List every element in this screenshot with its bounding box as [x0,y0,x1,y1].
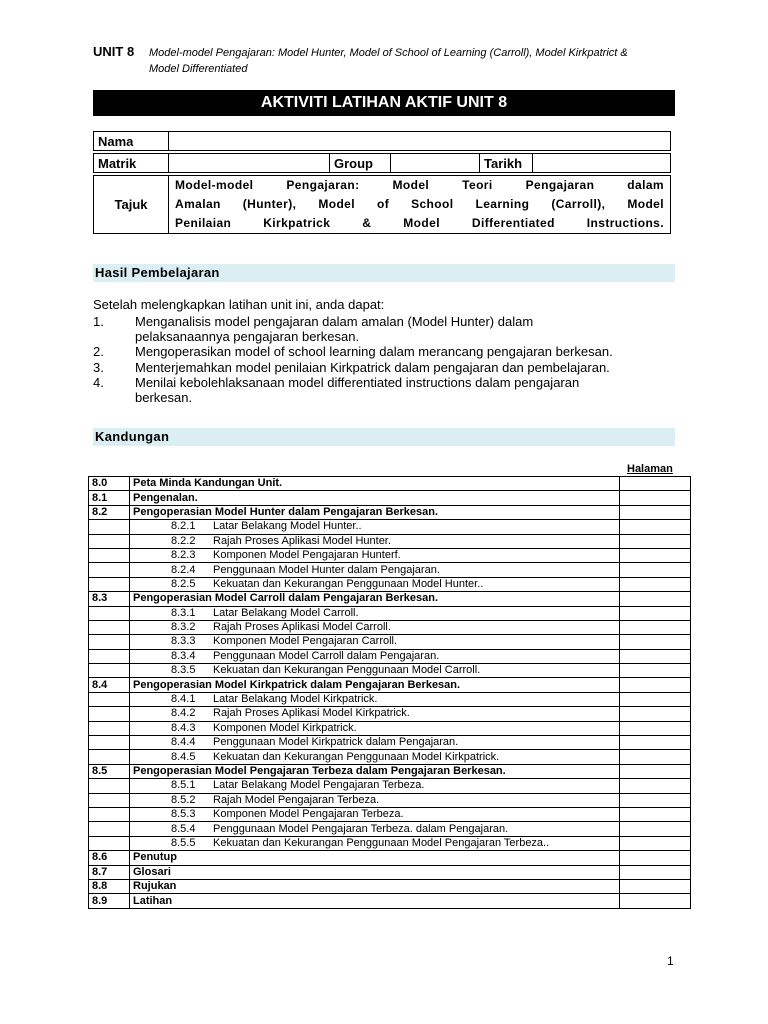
table-row [89,477,691,491]
subsection-number: 8.2.2 [171,534,196,547]
section-title [130,721,620,735]
section-title: Pengoperasian Model Carroll dalam Pengajaran Berkesan. [130,592,620,606]
section-number [89,779,130,793]
page-cell[interactable] [620,894,691,908]
table-row [89,520,691,534]
objective-line: Menilai kebolehlaksanaan model differentiated instructions dalam pengajaran [135,375,580,390]
group-label: Group [330,154,391,173]
unit-label: UNIT 8 [93,44,135,59]
section-title [130,520,620,534]
tajuk-line: Penilaian Kirkpatrick & Model Differentiated Instructions. [175,216,664,230]
section-number: 8.0 [89,477,130,491]
page-cell[interactable] [620,865,691,879]
subsection-title: Komponen Model Kirkpatrick. [213,721,357,734]
table-row [89,649,691,663]
unit-subtitle-line2: Model Differentiated [149,63,248,75]
section-title [130,606,620,620]
subsection-title: Kekuatan dan Kekurangan Penggunaan Model Hunter.. [213,577,484,590]
contents-table [88,476,691,909]
section-title [130,563,620,577]
section-title [130,635,620,649]
unit-subtitle [149,45,689,77]
subsection-number: 8.2.4 [171,563,196,576]
page-cell[interactable] [620,836,691,850]
page-cell[interactable] [620,851,691,865]
section-title [130,548,620,562]
section-number [89,836,130,850]
subsection-number: 8.5.3 [171,808,196,821]
subsection-number: 8.3.4 [171,649,196,662]
subsection-number: 8.4.1 [171,693,196,706]
subsection-number: 8.4.4 [171,736,196,749]
table-row [89,692,691,706]
table-row [89,851,691,865]
subsection-number: 8.2.1 [171,520,196,533]
section-number: 8.5 [89,764,130,778]
nama-label: Nama [94,132,169,151]
objective-line: Menterjemahkan model penilaian Kirkpatrick dalam pengajaran dan pembelajaran. [135,360,610,375]
subsection-title: Latar Belakang Model Kirkpatrick. [213,693,378,706]
subsection-number: 8.5.4 [171,822,196,835]
section-title [130,664,620,678]
tajuk-value [169,176,671,234]
section-number: 8.4 [89,678,130,692]
table-row [89,894,691,908]
page-cell[interactable] [620,548,691,562]
section-title [130,649,620,663]
nama-row [93,131,671,151]
objective-item [93,314,673,344]
page-cell[interactable] [620,606,691,620]
table-row [89,664,691,678]
table-row [89,822,691,836]
page-cell[interactable] [620,664,691,678]
table-row [89,592,691,606]
section-number [89,548,130,562]
subsection-title: Rajah Proses Aplikasi Model Carroll. [213,621,391,634]
page-cell[interactable] [620,736,691,750]
subsection-title: Rajah Proses Aplikasi Model Hunter. [213,534,391,547]
subsection-number: 8.2.3 [171,549,196,562]
section-number [89,721,130,735]
halaman-label: Halaman [627,463,673,475]
section-number [89,649,130,663]
tajuk-label: Tajuk [94,176,169,234]
page-cell[interactable] [620,620,691,634]
objective-number: 4. [93,375,104,390]
subsection-title: Latar Belakang Model Carroll. [213,606,359,619]
section-number [89,520,130,534]
section-title [130,692,620,706]
table-row [89,879,691,893]
table-row [89,707,691,721]
section-title [130,534,620,548]
section-number [89,750,130,764]
page-cell[interactable] [620,534,691,548]
page-cell[interactable] [620,764,691,778]
table-row [89,807,691,821]
table-row [89,764,691,778]
matrik-field[interactable] [169,154,330,173]
subsection-number: 8.3.5 [171,664,196,677]
subsection-title: Penggunaan Model Pengajaran Terbeza. dalam Pengajaran. [213,822,509,835]
subsection-title: Penggunaan Model Hunter dalam Pengajaran. [213,563,440,576]
section-title [130,779,620,793]
page-cell[interactable] [620,879,691,893]
subsection-title: Komponen Model Pengajaran Hunterf. [213,549,401,562]
page-cell[interactable] [620,692,691,706]
section-number [89,635,130,649]
section-title [130,707,620,721]
subsection-number: 8.5.2 [171,793,196,806]
page-cell[interactable] [620,649,691,663]
table-row [89,620,691,634]
nama-field[interactable] [169,132,671,151]
kandungan-heading: Kandungan [93,428,675,446]
section-title [130,577,620,591]
page-cell[interactable] [620,721,691,735]
objective-line: berkesan. [135,390,193,405]
table-row [89,491,691,505]
section-number [89,807,130,821]
table-row [89,635,691,649]
section-title [130,793,620,807]
section-number [89,577,130,591]
section-title [130,807,620,821]
table-row [89,678,691,692]
objective-item [93,360,673,375]
section-number [89,563,130,577]
table-row [89,793,691,807]
subsection-title: Latar Belakang Model Pengajaran Terbeza. [213,779,425,792]
table-row [89,865,691,879]
hasil-intro: Setelah melengkapkan latihan unit ini, anda dapat: [93,297,385,312]
section-number [89,692,130,706]
subsection-title: Kekuatan dan Kekurangan Penggunaan Model Pengajaran Terbeza.. [213,836,550,849]
section-title [130,836,620,850]
tajuk-line: Amalan (Hunter), Model of School Learning (Carroll), Model [175,197,664,211]
section-number: 8.2 [89,505,130,519]
matrik-label: Matrik [94,154,169,173]
objective-number: 2. [93,344,104,359]
subsection-title: Latar Belakang Model Hunter.. [213,520,362,533]
table-row [89,563,691,577]
section-number [89,664,130,678]
section-title: Pengoperasian Model Hunter dalam Pengajaran Berkesan. [130,505,620,519]
subsection-number: 8.4.3 [171,721,196,734]
page-cell[interactable] [620,793,691,807]
objective-line: pelaksanaannya pengajaran berkesan. [135,329,360,344]
page-cell[interactable] [620,822,691,836]
objective-item [93,375,673,405]
page-cell[interactable] [620,505,691,519]
section-number [89,793,130,807]
section-number: 8.3 [89,592,130,606]
objective-item [93,344,673,359]
subsection-number: 8.5.5 [171,836,196,849]
subsection-number: 8.3.2 [171,621,196,634]
tarikh-field[interactable] [533,154,671,173]
hasil-heading: Hasil Pembelajaran [93,264,675,282]
objective-line: Mengoperasikan model of school learning dalam merancang pengajaran berkesan. [135,344,613,359]
section-title: Pengenalan. [130,491,620,505]
tarikh-label: Tarikh [480,154,533,173]
table-row [89,606,691,620]
section-title: Pengoperasian Model Kirkpatrick dalam Pengajaran Berkesan. [130,678,620,692]
subsection-number: 8.2.5 [171,577,196,590]
page-cell[interactable] [620,707,691,721]
page-cell[interactable] [620,520,691,534]
page-cell[interactable] [620,577,691,591]
section-number: 8.7 [89,865,130,879]
page-cell[interactable] [620,477,691,491]
subsection-title: Penggunaan Model Carroll dalam Pengajaran. [213,649,440,662]
section-title: Pengoperasian Model Pengajaran Terbeza dalam Pengajaran Berkesan. [130,764,620,778]
section-number [89,620,130,634]
page-cell[interactable] [620,592,691,606]
subsection-title: Rajah Proses Aplikasi Model Kirkpatrick. [213,707,410,720]
table-row [89,721,691,735]
subsection-title: Komponen Model Pengajaran Terbeza. [213,808,404,821]
table-row [89,534,691,548]
subsection-number: 8.4.2 [171,707,196,720]
objective-line: Menganalisis model pengajaran dalam amalan (Model Hunter) dalam [135,314,534,329]
objective-number: 3. [93,360,104,375]
page-cell[interactable] [620,563,691,577]
tajuk-row [93,175,671,234]
section-number [89,707,130,721]
section-title [130,822,620,836]
objective-number: 1. [93,314,104,329]
section-title [130,620,620,634]
page-cell[interactable] [620,779,691,793]
section-number [89,736,130,750]
section-number [89,822,130,836]
subsection-title: Penggunaan Model Kirkpatrick dalam Pengajaran. [213,736,459,749]
subsection-title: Rajah Model Pengajaran Terbeza. [213,793,380,806]
section-title: Penutup [130,851,620,865]
subsection-number: 8.3.3 [171,635,196,648]
table-row [89,505,691,519]
page-title-banner: AKTIVITI LATIHAN AKTIF UNIT 8 [93,90,675,116]
subsection-number: 8.5.1 [171,779,196,792]
section-title [130,736,620,750]
section-number: 8.1 [89,491,130,505]
page-cell[interactable] [620,635,691,649]
table-row [89,577,691,591]
section-number [89,606,130,620]
section-title: Glosari [130,865,620,879]
page-cell[interactable] [620,678,691,692]
page-cell[interactable] [620,750,691,764]
subsection-title: Kekuatan dan Kekurangan Penggunaan Model Carroll. [213,664,481,677]
section-number: 8.9 [89,894,130,908]
section-number [89,534,130,548]
matrik-row [93,153,671,173]
table-row [89,750,691,764]
page-number: 1 [667,954,674,968]
table-row [89,836,691,850]
table-row [89,548,691,562]
section-title [130,750,620,764]
subsection-number: 8.3.1 [171,606,196,619]
section-number: 8.6 [89,851,130,865]
group-field[interactable] [391,154,480,173]
section-title: Rujukan [130,879,620,893]
subsection-title: Kekuatan dan Kekurangan Penggunaan Model Kirkpatrick. [213,750,500,763]
table-row [89,736,691,750]
subsection-title: Komponen Model Pengajaran Carroll. [213,635,398,648]
page-cell[interactable] [620,491,691,505]
table-row [89,779,691,793]
subsection-number: 8.4.5 [171,750,196,763]
page-cell[interactable] [620,807,691,821]
tajuk-line: Model-model Pengajaran: Model Teori Pengajaran dalam [175,178,664,192]
unit-subtitle-line1: Model-model Pengajaran: Model Hunter, Model of School of Learning (Carroll), Model Kirkpatrict & [149,47,628,59]
section-title: Latihan [130,894,620,908]
section-number: 8.8 [89,879,130,893]
section-title: Peta Minda Kandungan Unit. [130,477,620,491]
